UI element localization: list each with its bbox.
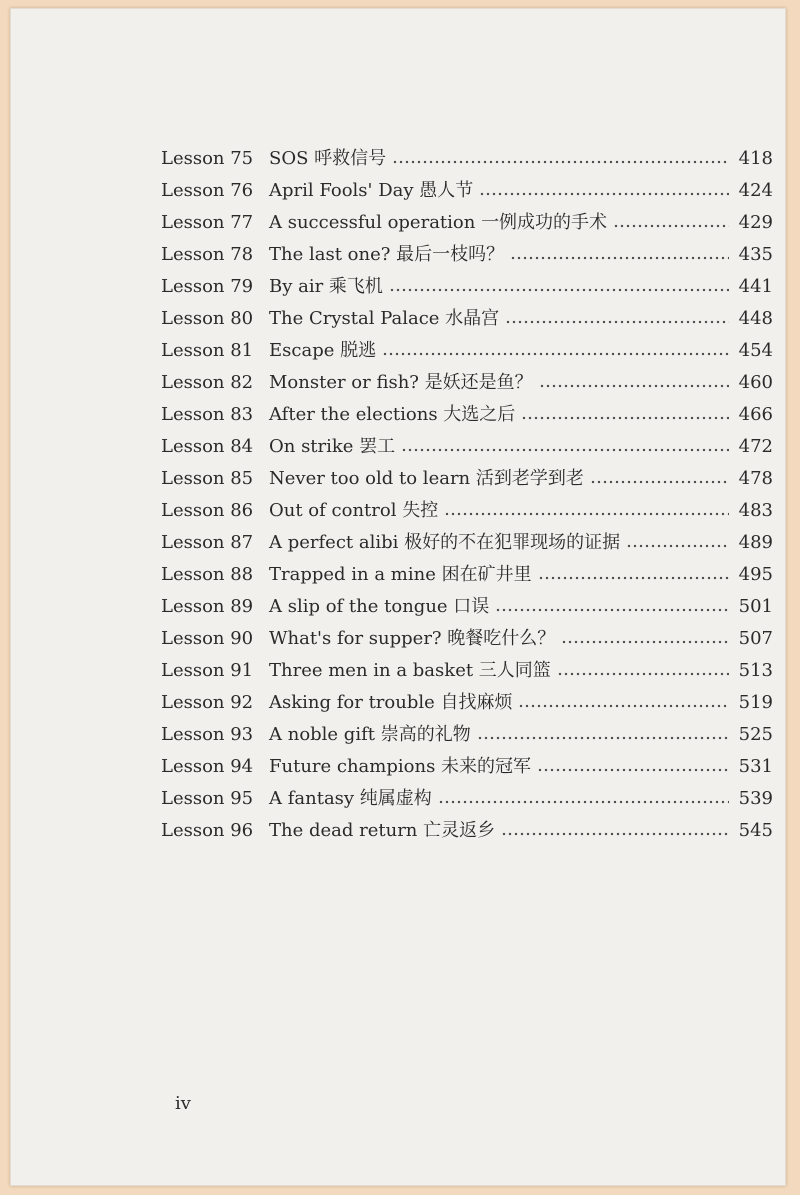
lesson-number: Lesson 85 bbox=[161, 468, 254, 489]
lesson-number: Lesson 88 bbox=[161, 564, 254, 585]
lesson-number: Lesson 80 bbox=[161, 308, 254, 329]
page-number: 424 bbox=[738, 180, 773, 201]
table-of-contents bbox=[11, 9, 785, 1185]
dot-leader bbox=[590, 479, 729, 485]
dot-leader bbox=[518, 703, 729, 709]
lesson-number: Lesson 95 bbox=[161, 788, 254, 809]
page-number: 545 bbox=[738, 820, 773, 841]
lesson-title: On strike 罢工 bbox=[269, 436, 396, 457]
lesson-number: Lesson 82 bbox=[161, 372, 254, 393]
lesson-title: The dead return 亡灵返乡 bbox=[269, 820, 496, 841]
lesson-title: Three men in a basket 三人同篮 bbox=[269, 660, 551, 681]
lesson-title: By air 乘飞机 bbox=[269, 276, 383, 297]
lesson-title: SOS 呼救信号 bbox=[269, 148, 387, 169]
dot-leader bbox=[539, 383, 729, 389]
dot-leader bbox=[557, 671, 729, 677]
lesson-number: Lesson 90 bbox=[161, 628, 254, 649]
lesson-number: Lesson 77 bbox=[161, 212, 254, 233]
dot-leader bbox=[538, 575, 729, 581]
toc-row bbox=[161, 589, 773, 619]
lesson-title: A perfect alibi 极好的不在犯罪现场的证据 bbox=[269, 532, 621, 553]
toc-row bbox=[161, 429, 773, 459]
toc-row bbox=[161, 269, 773, 299]
lesson-title: Trapped in a mine 困在矿井里 bbox=[269, 564, 532, 585]
dot-leader bbox=[392, 159, 729, 165]
dot-leader bbox=[510, 255, 729, 261]
lesson-title: A slip of the tongue 口误 bbox=[269, 596, 490, 617]
page-number: 489 bbox=[738, 532, 773, 553]
page-number: 418 bbox=[738, 148, 773, 169]
page-number: 513 bbox=[738, 660, 773, 681]
dot-leader bbox=[537, 767, 729, 773]
lesson-number: Lesson 83 bbox=[161, 404, 254, 425]
dot-leader bbox=[444, 511, 729, 517]
page-number: 507 bbox=[738, 628, 773, 649]
page-number: 472 bbox=[738, 436, 773, 457]
lesson-title: Monster or fish? 是妖还是鱼？ bbox=[269, 372, 533, 393]
lesson-title: The Crystal Palace 水晶宫 bbox=[269, 308, 500, 329]
dot-leader bbox=[613, 223, 729, 229]
toc-row bbox=[161, 525, 773, 555]
dot-leader bbox=[626, 543, 729, 549]
toc-row bbox=[161, 749, 773, 779]
lesson-number: Lesson 78 bbox=[161, 244, 254, 265]
dot-leader bbox=[521, 415, 729, 421]
toc-row bbox=[161, 365, 773, 395]
lesson-number: Lesson 94 bbox=[161, 756, 254, 777]
toc-row bbox=[161, 557, 773, 587]
lesson-title: A noble gift 崇高的礼物 bbox=[269, 724, 471, 745]
lesson-number: Lesson 79 bbox=[161, 276, 254, 297]
toc-row bbox=[161, 813, 773, 843]
lesson-title: Never too old to learn 活到老学到老 bbox=[269, 468, 584, 489]
dot-leader bbox=[495, 607, 729, 613]
lesson-number: Lesson 96 bbox=[161, 820, 254, 841]
lesson-number: Lesson 76 bbox=[161, 180, 254, 201]
lesson-number: Lesson 84 bbox=[161, 436, 254, 457]
page-number: 539 bbox=[738, 788, 773, 809]
lesson-title: April Fools' Day 愚人节 bbox=[269, 180, 474, 201]
lesson-number: Lesson 92 bbox=[161, 692, 254, 713]
lesson-number: Lesson 91 bbox=[161, 660, 254, 681]
dot-leader bbox=[561, 639, 729, 645]
toc-row bbox=[161, 333, 773, 363]
lesson-title: Out of control 失控 bbox=[269, 500, 439, 521]
dot-leader bbox=[505, 319, 729, 325]
page-number: 466 bbox=[738, 404, 773, 425]
dot-leader bbox=[382, 351, 729, 357]
lesson-number: Lesson 81 bbox=[161, 340, 254, 361]
lesson-title: Asking for trouble 自找麻烦 bbox=[269, 692, 513, 713]
page-number: 519 bbox=[738, 692, 773, 713]
toc-row bbox=[161, 653, 773, 683]
toc-row bbox=[161, 781, 773, 811]
page-number: 483 bbox=[738, 500, 773, 521]
lesson-title: A fantasy 纯属虚构 bbox=[269, 788, 432, 809]
lesson-title: What's for supper? 晚餐吃什么？ bbox=[269, 628, 556, 649]
dot-leader bbox=[501, 831, 729, 837]
toc-row bbox=[161, 301, 773, 331]
page-number: 501 bbox=[738, 596, 773, 617]
page-number: 460 bbox=[738, 372, 773, 393]
toc-row bbox=[161, 621, 773, 651]
page-number: 454 bbox=[738, 340, 773, 361]
dot-leader bbox=[479, 191, 729, 197]
page-number: 525 bbox=[738, 724, 773, 745]
page-folio: iv bbox=[175, 1093, 191, 1114]
page-number: 495 bbox=[738, 564, 773, 585]
lesson-title: After the elections 大选之后 bbox=[269, 404, 516, 425]
dot-leader bbox=[438, 799, 729, 805]
lesson-title: Future champions 未来的冠军 bbox=[269, 756, 532, 777]
toc-row bbox=[161, 493, 773, 523]
page-number: 441 bbox=[738, 276, 773, 297]
toc-row bbox=[161, 397, 773, 427]
toc-row bbox=[161, 205, 773, 235]
dot-leader bbox=[401, 447, 729, 453]
toc-row bbox=[161, 237, 773, 267]
lesson-number: Lesson 93 bbox=[161, 724, 254, 745]
toc-row bbox=[161, 461, 773, 491]
dot-leader bbox=[389, 287, 729, 293]
toc-row bbox=[161, 141, 773, 171]
lesson-title: A successful operation 一例成功的手术 bbox=[269, 212, 608, 233]
page-number: 429 bbox=[738, 212, 773, 233]
lesson-number: Lesson 86 bbox=[161, 500, 254, 521]
lesson-number: Lesson 75 bbox=[161, 148, 254, 169]
page-number: 531 bbox=[738, 756, 773, 777]
toc-row bbox=[161, 173, 773, 203]
lesson-title: Escape 脱逃 bbox=[269, 340, 377, 361]
lesson-number: Lesson 87 bbox=[161, 532, 254, 553]
page-number: 478 bbox=[738, 468, 773, 489]
lesson-title: The last one? 最后一枝吗？ bbox=[269, 244, 505, 265]
page-number: 448 bbox=[738, 308, 773, 329]
book-page bbox=[10, 8, 786, 1186]
lesson-number: Lesson 89 bbox=[161, 596, 254, 617]
toc-row bbox=[161, 717, 773, 747]
toc-row bbox=[161, 685, 773, 715]
dot-leader bbox=[477, 735, 729, 741]
page-number: 435 bbox=[738, 244, 773, 265]
